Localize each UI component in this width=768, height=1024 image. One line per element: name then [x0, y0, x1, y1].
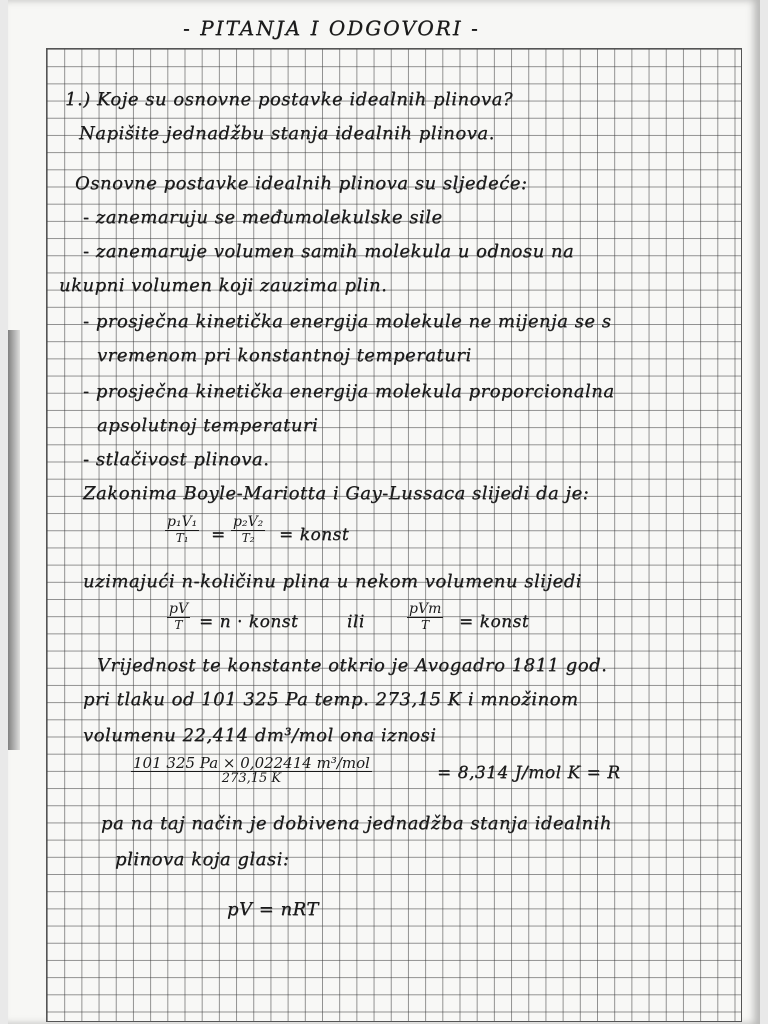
- calc-result: = 8,314 J/mol K = R: [437, 763, 621, 783]
- eq2-b-denominator: T: [421, 618, 430, 632]
- postulate-3a: - prosječna kinetička energija molekule ne mijenja se s: [83, 311, 612, 332]
- postulate-3b: vremenom pri konstantnoj temperaturi: [97, 345, 472, 366]
- eq1-constant: = konst: [279, 525, 350, 545]
- eq2-a-fraction: [167, 601, 190, 632]
- notebook-page: [8, 0, 760, 1024]
- conditions-line: pri tlaku od 101 325 Pa temp. 273,15 K i množinom: [83, 689, 579, 710]
- eq1-equals: =: [211, 525, 226, 545]
- eq2-a-denominator: T: [174, 618, 183, 632]
- eq2-a-tail: = n · konst: [199, 612, 299, 632]
- eq2-b-numerator: pVm: [409, 601, 442, 617]
- eq1-lhs-denominator: T₁: [175, 531, 189, 545]
- question-line-2: Napišite jednadžbu stanja idealnih plinova.: [79, 123, 495, 144]
- question-line-1: 1.) Koje su osnovne postavke idealnih plinova?: [65, 89, 513, 110]
- calc-denominator: 273,15 K: [221, 771, 282, 786]
- eq2-or: ili: [347, 612, 365, 632]
- calc-fraction: [131, 755, 372, 786]
- eq1-rhs-denominator: T₂: [241, 531, 255, 545]
- eq1-lhs-numerator: p₁V₁: [167, 514, 198, 530]
- calc-numerator: 101 325 Pa × 0,022414 m³/mol: [133, 754, 370, 772]
- binding-shadow: [8, 330, 20, 750]
- eq1-lhs-fraction: [165, 514, 199, 545]
- postulate-2b: ukupni volumen koji zauzima plin.: [59, 275, 388, 296]
- eq1-rhs-fraction: [231, 514, 265, 545]
- avogadro-line: Vrijednost te konstante otkrio je Avogadro 1811 god.: [97, 655, 608, 676]
- conclusion-line-1: pa na taj način je dobivena jednadžba stanja idealnih: [101, 813, 612, 834]
- postulate-4a: - prosječna kinetička energija molekula proporcionalna: [83, 381, 615, 402]
- volume-line: volumenu 22,414 dm³/mol ona iznosi: [83, 725, 437, 746]
- ideal-gas-equation: pV = nRT: [227, 899, 319, 920]
- conclusion-line-2: plinova koja glasi:: [115, 849, 290, 870]
- eq2-b-fraction: [407, 601, 443, 632]
- answer-intro: Osnovne postavke idealnih plinova su sljedeće:: [75, 173, 528, 194]
- postulate-4b: apsolutnoj temperaturi: [97, 415, 319, 436]
- postulate-1: - zanemaruju se međumolekulske sile: [83, 207, 443, 228]
- eq2-b-tail: = konst: [459, 612, 530, 632]
- grid-paper: [46, 48, 742, 1022]
- eq1-rhs-numerator: p₂V₂: [233, 514, 264, 530]
- moles-line: uzimajući n-količinu plina u nekom volumenu slijedi: [83, 571, 582, 592]
- laws-line: Zakonima Boyle-Mariotta i Gay-Lussaca slijedi da je:: [83, 483, 590, 504]
- postulate-2a: - zanemaruje volumen samih molekula u odnosu na: [83, 241, 575, 262]
- page-header: - PITANJA I ODGOVORI -: [183, 16, 480, 40]
- postulate-5: - stlačivost plinova.: [83, 449, 270, 470]
- eq2-a-numerator: pV: [169, 601, 189, 617]
